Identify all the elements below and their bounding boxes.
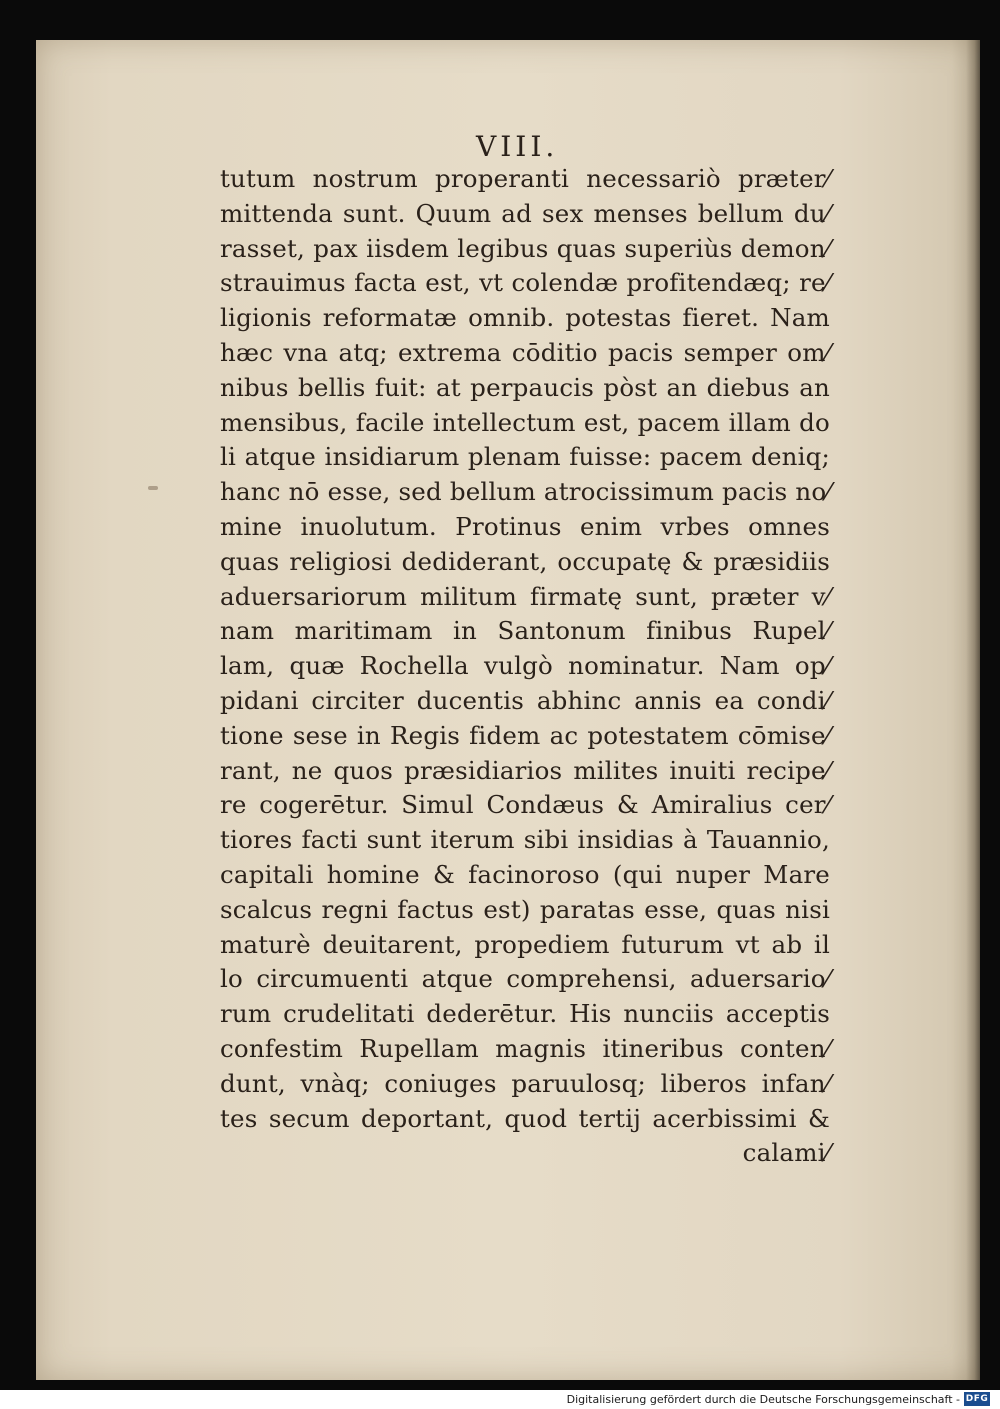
text-line: re cogerētur. Simul Condæus & Amiralius cer⁄ <box>220 790 830 820</box>
folio-number: VIII. <box>476 130 559 163</box>
funding-credit: Digitalisierung gefördert durch die Deutsche Forschungsgemeinschaft - <box>566 1393 960 1406</box>
text-line: confestim Rupellam magnis itineribus conten⁄ <box>220 1033 830 1063</box>
text-line: lam, quæ Rochella vulgò nominatur. Nam op⁄ <box>220 651 830 681</box>
text-line: rasset, pax iisdem legibus quas superiùs demon⁄ <box>220 233 830 263</box>
dfg-logo-icon: DFG <box>965 1394 989 1404</box>
text-line: maturè deuitarent, propediem futurum vt ab il <box>220 929 830 959</box>
text-line: tione sese in Regis fidem ac potestatem cōmise⁄ <box>220 720 830 750</box>
text-line: rant, ne quos præsidiarios milites inuiti recipe⁄ <box>220 755 830 785</box>
page-gutter-shadow <box>966 40 980 1380</box>
text-line: mine inuolutum. Protinus enim vrbes omnes <box>220 511 830 541</box>
text-line: lo circumuenti atque comprehensi, aduersario⁄ <box>220 964 830 994</box>
text-line: tutum nostrum properanti necessariò præter⁄ <box>220 164 830 193</box>
text-line: scalcus regni factus est) paratas esse, quas nisi <box>220 894 830 924</box>
text-line: nam maritimam in Santonum finibus Rupel⁄ <box>220 616 830 646</box>
text-line: mensibus, facile intellectum est, pacem illam do <box>220 407 830 437</box>
text-line: hæc vna atq; extrema cōditio pacis semper om⁄ <box>220 337 830 367</box>
text-line: tiores facti sunt iterum sibi insidias à Tauannio, <box>220 825 830 855</box>
text-line: pidani circiter ducentis abhinc annis ea condi⁄ <box>220 685 830 715</box>
text-line: dunt, vnàq; coniuges paruulosq; liberos infan⁄ <box>220 1068 830 1098</box>
text-line: tes secum deportant, quod tertij acerbissimi & <box>220 1103 830 1133</box>
text-line: nibus bellis fuit: at perpaucis pòst an diebus an <box>220 372 830 402</box>
text-line: li atque insidiarum plenam fuisse: pacem deniq; <box>220 442 830 472</box>
text-line: aduersariorum militum firmatę sunt, præter v⁄ <box>220 581 830 611</box>
text-block <box>220 162 830 1171</box>
text-line: hanc nō esse, sed bellum atrocissimum pacis no⁄ <box>220 477 831 507</box>
text-line: ligionis reformatæ omnib. potestas fieret. Nam <box>220 303 830 333</box>
text-line: strauimus facta est, vt colendæ profitendæq; re⁄ <box>220 268 830 298</box>
catchword: calami⁄ <box>742 1138 830 1168</box>
paper-speck <box>148 486 158 490</box>
text-line: capitali homine & facinoroso (qui nuper Mare <box>220 859 830 889</box>
text-line: mittenda sunt. Quum ad sex menses bellum du⁄ <box>220 198 830 228</box>
text-line: rum crudelitati dederētur. His nunciis acceptis <box>220 999 830 1029</box>
text-line: quas religiosi dediderant, occupatę & præsidiis <box>220 546 830 576</box>
book-page <box>36 40 980 1380</box>
